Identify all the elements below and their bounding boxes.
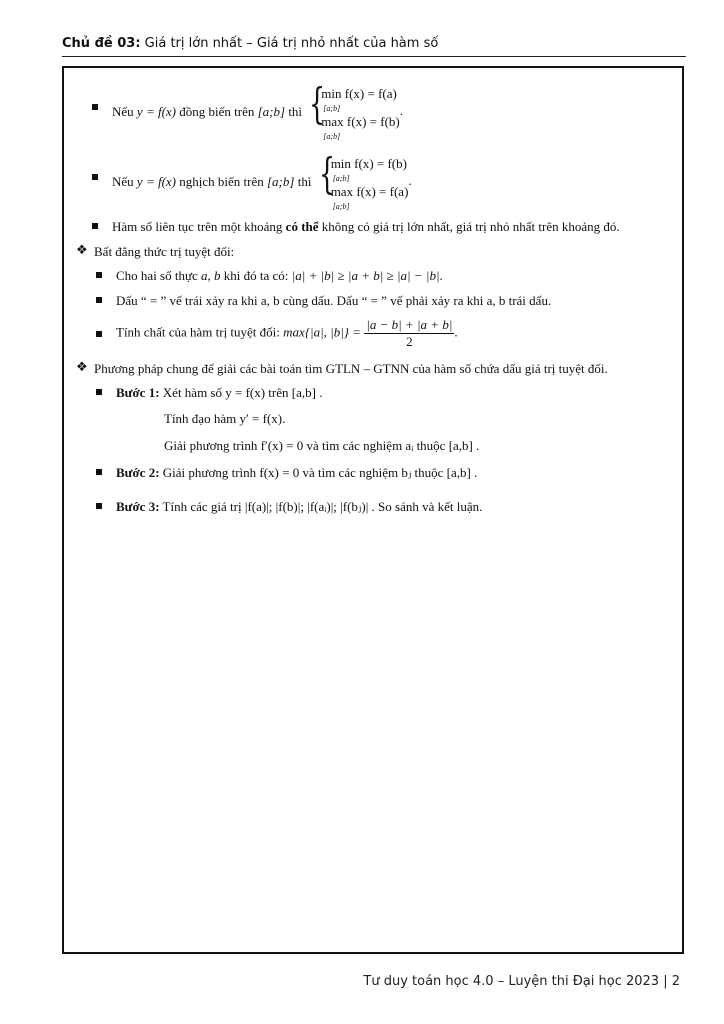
min-max-system: { min f(x) = f(b) [a;b] max f(x) = f(a) [a;b] [318, 149, 409, 211]
bullet-square [96, 503, 102, 509]
step-2: Bước 2: Giải phương trình f(x) = 0 và tìm các nghiệm bⱼ thuộc [a,b] . [116, 465, 477, 481]
step-3: Bước 3: Tính các giá trị |f(a)|; |f(b)|; |f(aᵢ)|; |f(bⱼ)| . So sánh và kết luận. [116, 499, 482, 515]
diamond-bullet-icon: ❖ [76, 243, 88, 258]
abs-rule-3: Tính chất của hàm trị tuyệt đối: max{|a|, |b|} = $\frac{|a - b| + |a + b|}{2}$ . [116, 317, 458, 350]
bullet-square [92, 104, 98, 110]
bullet-square [96, 297, 102, 303]
bullet-square [96, 272, 102, 278]
fraction: $\frac{|a - b| + |a + b|}{2}$ [366, 317, 453, 349]
continuous-note: Hàm số liên tục trên một khoảng có thể không có giá trị lớn nhất, giá trị nhỏ nhất trên khoảng đó. [112, 219, 620, 235]
chapter-title: Giá trị lớn nhất – Giá trị nhỏ nhất của hàm số [144, 36, 439, 51]
abs-rule-2: Dấu “ = ” vế trái xảy ra khi a, b cùng dấu. Dấu “ = ” vế phải xảy ra khi a, b trái dấu. [116, 293, 551, 309]
bullet-square [96, 469, 102, 475]
bullet-square [92, 223, 98, 229]
step-1-derivative: Tính đạo hàm y′ = f(x). [164, 411, 286, 426]
bullet-square [92, 174, 98, 180]
decreasing-item: Nếu y = f(x) nghịch biến trên [a;b] thì { min f(x) = f(b) [a;b] max f(x) = f(a) [a;b] . [112, 154, 412, 210]
bullet-square [96, 331, 102, 337]
chapter-label: Chủ đề 03: [62, 36, 141, 51]
diamond-bullet-icon: ❖ [76, 360, 88, 375]
increasing-item: Nếu y = f(x) đồng biến trên [a;b] thì { min f(x) = f(a) [a;b] max f(x) = f(b) [a;b] . [112, 84, 403, 140]
abs-inequality-heading: ❖ Bất đẳng thức trị tuyệt đối: [76, 243, 235, 259]
step-1-solve: Giải phương trình f′(x) = 0 và tìm các nghiệm aᵢ thuộc [a,b] . [164, 438, 480, 453]
method-heading: ❖ Phương pháp chung để giải các bài toán tìm GTLN – GTNN của hàm số chứa dấu giá trị tuyệt đối. [76, 360, 608, 376]
page-header [62, 36, 686, 57]
abs-rule-1: Cho hai số thực a, b khi đó ta có: |a| + |b| ≥ |a + b| ≥ |a| − |b|. [116, 268, 443, 284]
step-1: Bước 1: Xét hàm số y = f(x) trên [a,b] . [116, 385, 322, 401]
min-max-system: { min f(x) = f(a) [a;b] max f(x) = f(b) [a;b] [309, 79, 400, 141]
page-footer: Tư duy toán học 4.0 – Luyện thi Đại học 2023 | 2 [363, 974, 680, 989]
content-frame [62, 66, 684, 954]
bullet-square [96, 389, 102, 395]
